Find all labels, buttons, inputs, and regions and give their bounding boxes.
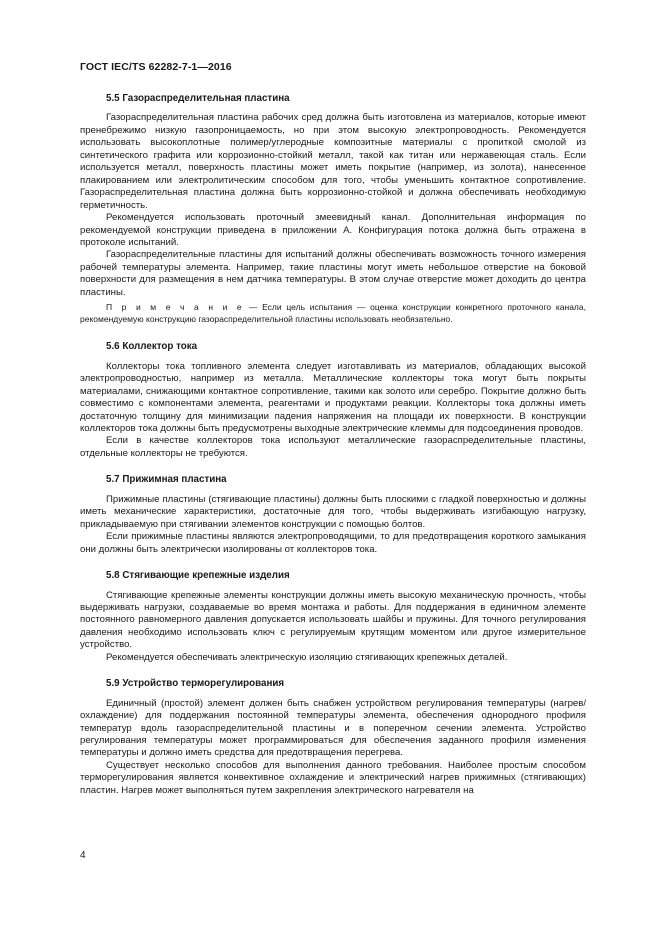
- spacer: [80, 556, 586, 570]
- standard-header: ГОСТ IEC/TS 62282-7-1—2016: [80, 61, 232, 73]
- note-label: П р и м е ч а н и е: [106, 302, 245, 313]
- section-heading-5-5: 5.5 Газораспределительная пластина: [106, 93, 290, 104]
- section-heading-5-6: 5.6 Коллектор тока: [106, 341, 198, 353]
- note-text: — Если цель испытания — оценка конструкции конкретного проточного канала, рекомендуемую конструкцию газораспределительной пластины использовать необязательно.: [80, 302, 586, 324]
- paragraph: Рекомендуется использовать проточный змеевидный канал. Дополнительная информация по рекомендуемой конструкции приведена в приложении А. Конфигурация потока должна быть отражена в протоколе испытаний.: [80, 212, 586, 248]
- spacer: [80, 460, 586, 474]
- section-heading-5-7: 5.7 Прижимная пластина: [106, 474, 227, 486]
- paragraph: Прижимные пластины (стягивающие пластины) должны быть плоскими с гладкой поверхностью и должны иметь механические характеристики, достаточные для того, чтобы выдерживать изгибающую нагрузку, прикладываемую при стягивании элементов конструкции с помощью болтов.: [80, 493, 586, 530]
- paragraph: Рекомендуется обеспечивать электрическую изоляцию стягивающих крепежных деталей.: [106, 651, 508, 663]
- paragraph: Газораспределительная пластина рабочих сред должна быть изготовлена из материалов, которые имеют пренебрежимо низкую газопроницаемость, но при этом высокую электропроводность. Рекомендуется использовать высокоплотные полимер/углеродные композитные материалы с пропиткой смолой из синтетического графита или коррозионно-стойкий металл, такой как титан или нержавеющая сталь. Если используется металл, поверхность пластины может иметь покрытие (например, из золота), нанесенное плакированием или электролитическим способом для того, чтобы уменьшить контактное сопротивление. Газораспределительная пластина должна быть коррозионно-стойкой и должна обеспечивать необходимую герметичность.: [80, 112, 586, 211]
- note: [80, 302, 586, 325]
- paragraph: Единичный (простой) элемент должен быть снабжен устройством регулирования температуры (нагрев/охлаждение) для поддержания постоянной температуры элемента, обеспечения однородного профиля температур вдоль газораспределительной пластины и в поперечном сечении элемента. Устройство регулирования температуры может программироваться для обеспечения заданного профиля изменения температуры и должно иметь средства для предотвращения перегрева.: [80, 697, 586, 759]
- section-heading-5-8: 5.8 Стягивающие крепежные изделия: [106, 570, 290, 582]
- paragraph: Если в качестве коллекторов тока используют металлические газораспределительные пластины, отдельные коллекторы не требуются.: [80, 435, 586, 459]
- paragraph: Газораспределительные пластины для испытаний должны обеспечивать возможность точного измерения рабочей температуры элемента. Например, такие пластины могут иметь небольшое отверстие на боковой поверхности для размещения в нем датчика температуры. В этом случае отверстие может доходить до центра пластины.: [80, 249, 586, 298]
- spacer: [80, 325, 586, 341]
- section-heading-5-9: 5.9 Устройство терморегулирования: [106, 678, 285, 690]
- paragraph: Стягивающие крепежные элементы конструкции должны иметь высокую механическую прочность, чтобы выдерживать нагрузки, создаваемые во время монтажа и работы. Для поддержания в единичном элементе постоянного равномерного давления допускается использовать шайбы и пружины. Для точного регулирования давления необходимо использовать ключ с регулируемым крутящим моментом или другое измерительное устройство.: [80, 589, 586, 651]
- paragraph: Существует несколько способов для выполнения данного требования. Наиболее простым способом терморегулирования является конвективное охлаждение и электрический нагрев прижимных (стягивающих) пластин. Нагрев может выполняться путем закрепления электрического нагревателя на: [80, 759, 586, 796]
- spacer: [80, 664, 586, 678]
- page-content: [80, 93, 586, 797]
- paragraph: Коллекторы тока топливного элемента следует изготавливать из материалов, обладающих высокой электропроводностью, например из металла. Металлические коллекторы тока могут быть покрыты материалами, снижающими контактное сопротивление, такими как золото или серебро. Покрытие должно быть совместимо с компонентами элемента, реагентами и продуктами реакции. Коллекторы тока должны иметь достаточную толщину для минимизации падения напряжения на площади их поверхности. В конструкции коллекторов тока должны быть предусмотрены выходные электрические клеммы для подсоединения проводов.: [80, 360, 586, 434]
- paragraph: Если прижимные пластины являются электропроводящими, то для предотвращения короткого замыкания они должны быть электрически изолированы от коллекторов тока.: [80, 531, 586, 555]
- page-number: 4: [80, 850, 86, 861]
